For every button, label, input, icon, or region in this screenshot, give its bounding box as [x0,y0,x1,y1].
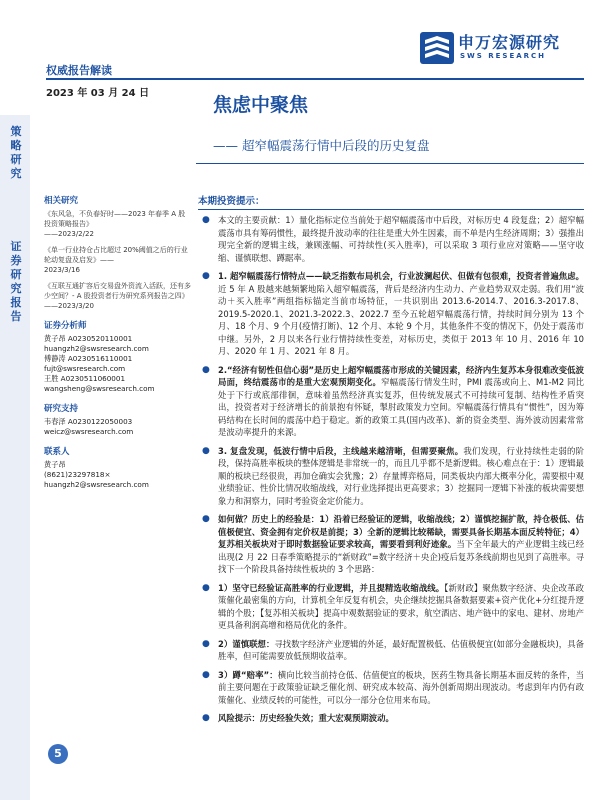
point-paragraph [198,445,584,508]
analyst-email[interactable]: wangsheng@swsresearch.com [44,384,155,393]
contact-phone: (8621)23297818× [44,470,111,479]
floating-badge[interactable]: 5 [48,744,68,764]
bullet-icon: ● [202,669,210,680]
analyst-email[interactable]: huangzh2@swsresearch.com [44,344,149,353]
logo-chinese-name: 申万宏源研究 [458,33,561,52]
related-report-date: 2023/3/16 [44,266,80,274]
support-email[interactable]: weicz@swsresearch.com [44,427,134,436]
analyst-line: 傅静涛 A0230516110001 [44,354,133,363]
related-report-date: ——2023/3/20 [44,302,94,310]
paragraph-text: 窄幅震荡行情发生时，PMI 震荡或向上、M1-M2 同比处于下行或底部徘徊，意味着虽然经济真实复苏，但传统发展式不可持续可复制、结构性矛盾突出，投资者对于经济增长的前景抱有怀疑，掣肘政策发力空间。窄幅震荡行情具有“惯性”，因为筹码结构在长时间的震荡中趋于稳定。新的政策工具(国内改革)、新的资金类型、海外波动因素常常是波动率提升的来源。 [218,377,585,437]
paragraph-text: 本文的主要贡献：1）量化指标定位当前处于超窄幅震荡市中后段，对标历史 4 段复盘；2）超窄幅震荡市具有筹码惯性，最终提升波动率的往往是重大外生因素，而不单是内生经济周期；3）强推出现完全新的逻辑主线，兼顾涨幅、可持续性(买入胜率)，可以采取 3 项行业应对策略——坚守收缩、谨慎联想、蹲踞率。 [218,215,584,263]
paragraph-text: 寻找数字经济产业逻辑的外延，最好配置极低、估值极便宜(如部分金融板块)，具备胜率，但可能需要放低预期收益率。 [218,638,584,661]
paragraph-text: 近 5 年 A 股越来越频繁地陷入超窄幅震荡，背后是经济内生动力、产业趋势双双走弱。我们用“波动＋买入胜率”两组指标锚定当前市场特征，一共识别出 2013.6-2014.7、2016.3-2017.8、2019.5-2020.1、2021.3-2022.3、2022.7 至今五轮超窄幅震荡行情，持续时间分别为 13 个月、18 个月、9 个月(疫情打断)、12 个月、本轮 9 个月，其他条件不变的情况下，仍处于震荡市中继。另外，2 月以来各行业行情持续性变差，对标历史，类似于 2013 年 10 月、2016 年 10 月、2020 年 1 月、2021 年 8 月。 [218,283,584,356]
main-content [198,193,584,731]
bullet-icon: ● [202,638,210,649]
bullet-icon: ● [202,271,210,281]
related-research-heading: 相关研究 [44,196,79,206]
contact-email[interactable]: huangzh2@swsresearch.com [44,480,149,489]
paragraph-text: 横向比较当前持仓低、估值便宜的板块，医药生物具备长期基本面反转的条件，当前主要问题在于政策验证缺乏催化剂、研究成本较高、海外创新周期出现波动。考虑到年内仍有政策催化、业绩反转的可能性，可以分一部分仓位用来布局。 [218,669,584,705]
bullet-icon: ● [202,514,210,524]
sub-point-paragraph [198,638,584,663]
bullet-icon: ● [202,215,210,225]
report-date: 2023 年 03 月 24 日 [46,88,150,99]
point-paragraph [198,513,584,576]
sws-logo-icon [420,32,454,64]
paragraph-lead: 1）坚守已经验证高胜率的行业逻辑，并且提精选收缩战线。 [218,582,445,593]
logo-english-name: SWS RESEARCH [460,52,547,60]
analyst-line: 黄子昂 A0230520110001 [44,334,133,343]
paragraph-text: 【新财政】聚焦数字经济、央企改革政策催化最密集的方向，计算机全年反复有机会，央企继续挖掘具备数据要素+资产优化+分红提升逻辑的个股；【复苏相关板块】提高中观数据验证的要求，航空酒店、地产链中的家电、建材、房地产更具备利润高增和格局优化的条件。 [218,582,584,630]
contact-name: 黄子昂 [44,460,66,469]
research-support-heading: 研究支持 [44,404,79,414]
contact-heading: 联系人 [44,447,70,457]
document-type: 权威报告解读 [46,64,112,77]
support-line: 韦春泽 A0230122050003 [44,417,133,426]
title-divider [196,163,584,164]
bullet-icon: ● [202,445,210,456]
paragraph-text: 当下全年最大的产业逻辑主线已经出现(2 月 22 日春季策略提示的“新财政”=数字经济＋央企)疫后复苏条线前期也见到了高胜率。寻找下一个阶段具备持续性板块的 3 个思路： [218,539,585,574]
paragraph-lead: 2）谨慎联想： [218,638,275,649]
bullet-icon: ● [202,713,210,723]
related-report-title: 《东风急，不负春好时——2023 年春季 A 股投资策略报告》 [44,210,186,228]
side-label-report: 证券研究报告 [10,240,22,323]
report-subtitle: —— 超窄幅震荡行情中后段的历史复盘 [213,138,430,153]
side-band [0,115,30,800]
related-report-title: 《互联互通扩容后交易盘外资流入活跃，还有多少空间？- A 股投资者行为研究系列报告之四》 [44,282,191,300]
related-report-title: 《单一行业持仓占比超过 20%阈值之后的行业轮动复盘及启发》—— [44,246,188,264]
related-report[interactable] [44,209,192,239]
point-paragraph [198,364,584,439]
sub-point-paragraph [198,582,584,632]
sub-point-paragraph [198,669,584,707]
point-paragraph [198,270,584,358]
paragraph-lead: 3. 复盘发现，低波行情中后段，主线越来越清晰，但需要聚焦。 [218,445,464,456]
section-title: 本期投资提示： [198,193,584,210]
brand-logo [420,28,570,68]
related-report[interactable] [44,281,192,311]
bullet-icon: ● [202,582,210,593]
related-report[interactable] [44,245,192,275]
summary-paragraph [198,214,584,264]
paragraph-text: 我们发现，行业持续性走弱的阶段，保持高胜率板块的整体逻辑是非常统一的，而且几乎都不是新逻辑。核心难点在于：1）逻辑最顺的板块已经很贵，再加仓确实会犹豫；2）存量博弈格局，同类板块内部大概率分化，需要根中观业绩验证、性价比情况收缩战线，对行业选择提出更高要求；3）挖掘同一逻辑下补涨的板块需要想象力和洞察力，同时考验资金定价能力。 [218,445,584,506]
report-title: 焦虑中聚焦 [213,94,309,116]
bullet-icon: ● [202,364,210,375]
analyst-line: 王胜 A0230511060001 [44,374,126,383]
risk-text: 风险提示：历史经验失效；重大宏观预期波动。 [218,713,394,723]
paragraph-lead: 如何做？历史上的经验是：1）沿着已经验证的逻辑，收缩战线；2）谨慎挖掘扩散，持仓极低、估值极便宜、资金拥有定价权是前提；3）全新的逻辑比较稀缺，需要具备长期基本面反转特征；4）复苏相关板块对于即时数据验证要求较高，需要看到利好迹象。 [218,514,584,549]
risk-warning [198,712,584,725]
related-report-date: ——2023/2/22 [44,230,94,238]
paragraph-lead: 3）蹲“赔率”： [218,669,278,680]
sidebar [44,194,192,490]
header-divider [46,78,584,80]
side-label-strategy: 策略研究 [10,125,22,180]
paragraph-lead: 1. 超窄幅震荡行情特点——缺乏指数布局机会，行业波澜起伏、但做有包很难，投资者普遍焦虑。 [218,271,584,281]
paragraph-lead: 2.“经济有韧性但信心弱”是历史上超窄幅震荡市形成的关键因素，经济内生复苏本身很难改变低波局面，终结震荡市的是重大宏观预期变化。 [218,364,584,387]
analyst-heading: 证券分析师 [44,321,87,331]
analyst-email[interactable]: fujt@swsresearch.com [44,364,126,373]
